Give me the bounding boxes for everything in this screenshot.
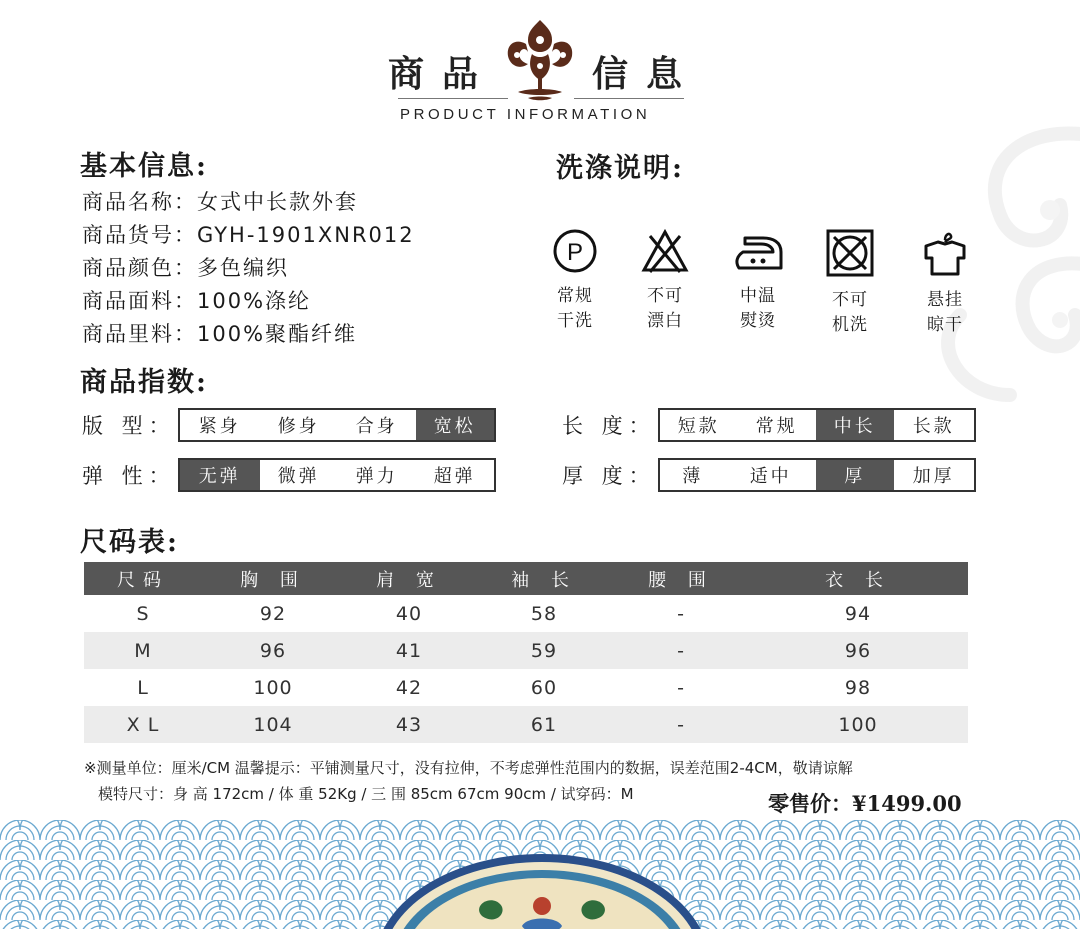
wash-title: 洗涤说明: (556, 153, 684, 184)
table-cell: 94 (844, 602, 872, 625)
wash-item-hang-dry (915, 228, 975, 338)
index-title: 商品指数: (80, 367, 208, 398)
table-cell: L (137, 676, 149, 699)
no-machine-wash-icon (825, 228, 875, 278)
hang-dry-icon (920, 228, 970, 278)
table-cell: 96 (202, 632, 344, 669)
size-table-header-row (84, 562, 968, 595)
table-cell: - (677, 602, 685, 625)
table-row (84, 706, 968, 743)
table-cell: 92 (259, 602, 287, 625)
table-cell: - (677, 676, 685, 699)
wash-item-iron (728, 228, 788, 334)
fit-option-tight: 紧身 (198, 416, 241, 437)
index-row-fit (82, 408, 496, 442)
header-title-left: 商品 (388, 53, 497, 95)
table-cell: 42 (395, 676, 423, 699)
table-cell: 61 (474, 706, 614, 743)
index-label-length: 长 度： (562, 414, 656, 438)
table-cell: 58 (530, 602, 558, 625)
index-row-elasticity (82, 458, 496, 492)
wash-label-no-machine-wash: 不可 机洗 (832, 290, 868, 335)
fit-option-loose-selected: 宽松 (416, 410, 494, 440)
size-chart-title: 尺码表: (80, 527, 179, 558)
index-label-elasticity: 弹 性： (82, 464, 176, 488)
table-cell: M (84, 632, 202, 669)
table-cell: 43 (344, 706, 474, 743)
iron-medium-icon (731, 228, 785, 274)
table-cell: 60 (530, 676, 558, 699)
info-row-color: 商品颜色：多色编织 (82, 256, 289, 280)
index-options-length (658, 408, 976, 442)
index-options-fit (178, 408, 496, 442)
wash-label-no-bleach: 不可 漂白 (647, 286, 683, 331)
table-row (84, 595, 968, 632)
thickness-option-extra-thick: 加厚 (912, 466, 955, 487)
table-cell: - (614, 632, 748, 669)
table-row (84, 669, 968, 706)
measurement-notes (84, 758, 853, 810)
wash-item-dry-clean (545, 228, 605, 334)
table-cell: 59 (474, 632, 614, 669)
index-label-thickness: 厚 度： (562, 464, 656, 488)
table-cell: 98 (844, 676, 872, 699)
table-cell: 41 (344, 632, 474, 669)
note-measurement-tip: ※测量单位：厘米/CM 温馨提示：平铺测量尺寸，没有拉伸，不考虑弹性范围内的数据，误差范围2-4CM，敬请谅解 (84, 759, 853, 777)
thickness-option-thin: 薄 (682, 466, 704, 487)
elasticity-option-none-selected: 无弹 (180, 460, 260, 490)
table-row (84, 632, 968, 669)
thickness-option-medium: 适中 (749, 466, 792, 487)
elasticity-option-stretch: 弹力 (355, 466, 398, 487)
length-option-regular: 常规 (755, 416, 798, 437)
header-rule-left (398, 98, 508, 99)
wash-item-no-machine-wash (820, 228, 880, 338)
elasticity-option-slight: 微弹 (277, 466, 320, 487)
info-row-lining: 商品里料：100%聚酯纤维 (82, 322, 358, 346)
wash-label-hang-dry: 悬挂 晾干 (927, 290, 963, 335)
dry-clean-p-icon (552, 228, 598, 274)
shoulder-col-header: 肩 宽 (344, 562, 474, 595)
svg-text:P: P (566, 239, 584, 266)
fit-option-slim: 修身 (277, 416, 320, 437)
table-cell: X L (84, 706, 202, 743)
size-col-header: 尺码 (84, 562, 202, 595)
wash-item-no-bleach (635, 228, 695, 334)
basic-info-list (82, 186, 415, 351)
chest-col-header: 胸 围 (202, 562, 344, 595)
length-option-long: 长款 (912, 416, 955, 437)
index-row-thickness (562, 458, 976, 492)
page-header (0, 18, 1080, 128)
table-cell: 100 (253, 676, 293, 699)
info-row-code: 商品货号：GYH-1901XNR012 (82, 223, 415, 247)
no-bleach-icon (640, 228, 690, 274)
info-row-fabric: 商品面料：100%涤纶 (82, 289, 312, 313)
waist-col-header: 腰 围 (614, 562, 748, 595)
info-row-name: 商品名称：女式中长款外套 (82, 190, 358, 214)
index-row-length (562, 408, 976, 442)
size-chart-table (84, 562, 968, 743)
header-rule-right (574, 98, 684, 99)
thickness-option-thick-selected: 厚 (816, 460, 894, 490)
header-title-right: 信息 (592, 53, 701, 95)
table-cell: 40 (395, 602, 423, 625)
length-col-header: 衣 长 (748, 562, 968, 595)
length-option-short: 短款 (677, 416, 720, 437)
basic-info-title: 基本信息: (80, 151, 208, 182)
table-cell: 96 (748, 632, 968, 669)
index-label-fit: 版 型： (82, 414, 176, 438)
ornamental-medallion (372, 846, 712, 929)
note-model-size: 模特尺寸：身 高 172cm / 体 重 52Kg / 三 围 85cm 67cm 90cm / 试穿码：M (98, 785, 634, 803)
table-cell: 104 (202, 706, 344, 743)
retail-price: 零售价：¥1499.00 (768, 791, 962, 816)
index-options-elasticity (178, 458, 496, 492)
ornament-emblem-icon (502, 18, 578, 104)
table-cell: 100 (748, 706, 968, 743)
header-subtitle: PRODUCT INFORMATION (400, 106, 651, 123)
index-options-thickness (658, 458, 976, 492)
sleeve-col-header: 袖 长 (474, 562, 614, 595)
fit-option-regular: 合身 (355, 416, 398, 437)
wash-label-iron: 中温 熨烫 (740, 286, 776, 331)
elasticity-option-super: 超弹 (433, 466, 476, 487)
table-cell: - (614, 706, 748, 743)
length-option-midlength-selected: 中长 (816, 410, 894, 440)
table-cell: S (136, 602, 150, 625)
wash-label-dry-clean: 常规 干洗 (557, 286, 593, 331)
